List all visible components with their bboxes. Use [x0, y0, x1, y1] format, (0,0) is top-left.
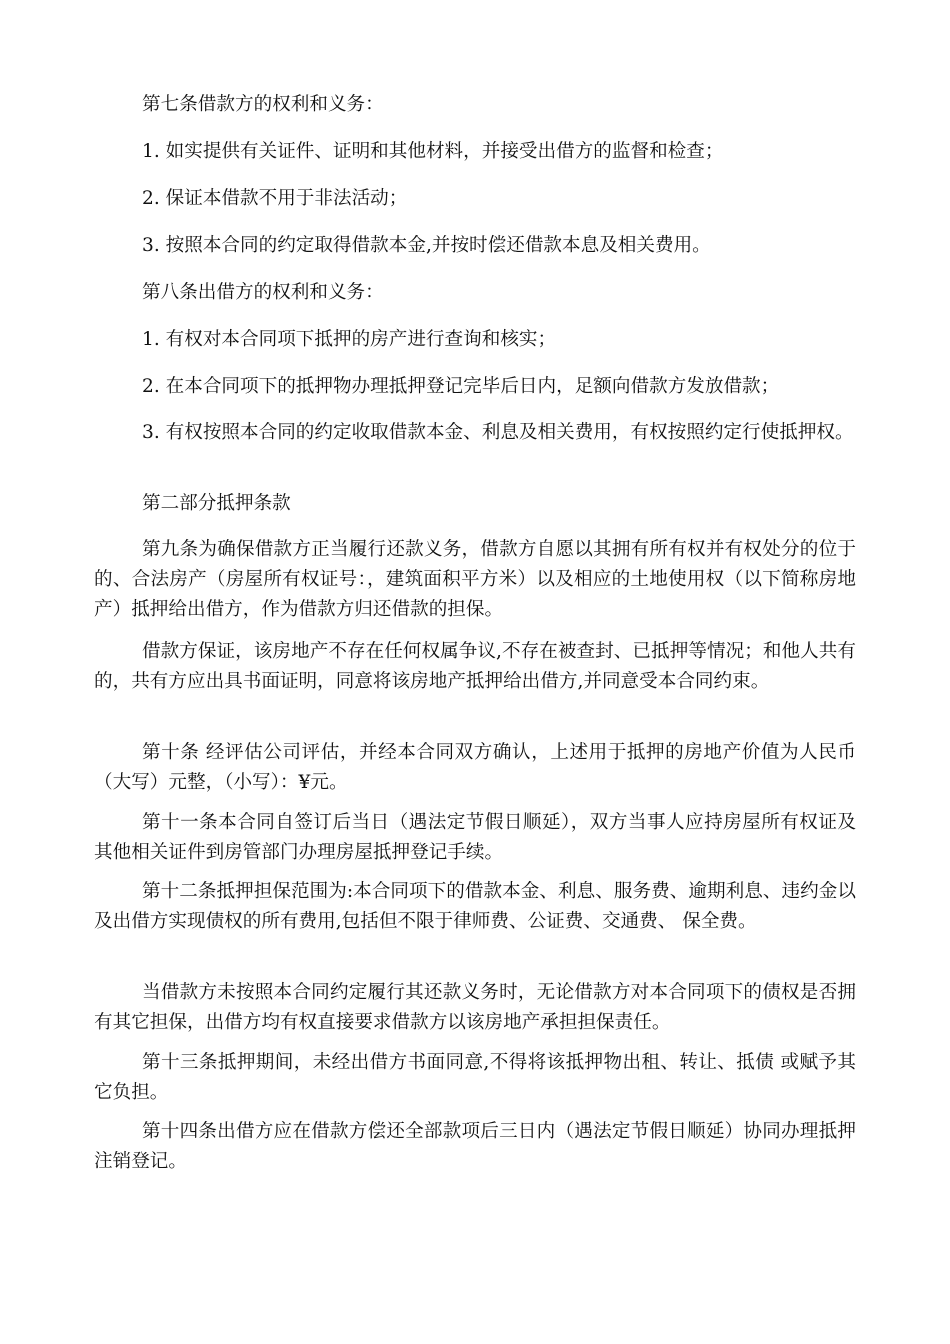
part-2-heading: 第二部分抵押条款 — [142, 493, 291, 514]
article-7-heading: 第七条借款方的权利和义务： — [142, 94, 384, 115]
article-9: 第九条为确保借款方正当履行还款义务，借款方自愿以其拥有所有权并有权处分的位于的、合法房产（房屋所有权证号：，建筑面积平方米）以及相应的土地使用权（以下简称房地产）抵押给出借方，作为借款方归还借款的担保。 — [94, 539, 856, 620]
article-7-item-2: 2. 保证本借款不用于非法活动； — [142, 188, 408, 209]
article-11: 第十一条本合同自签订后当日（遇法定节假日顺延），双方当事人应持房屋所有权证及其他相关证件到房管部门办理房屋抵押登记手续。 — [94, 812, 856, 863]
article-12: 第十二条抵押担保范围为:本合同项下的借款本金、利息、服务费、逾期利息、违约金以及出借方实现债权的所有费用,包括但不限于律师费、公证费、交通费、 保全费。 — [94, 881, 856, 932]
article-8-item-2: 2. 在本合同项下的抵押物办理抵押登记完毕后日内，足额向借款方发放借款； — [142, 376, 780, 397]
article-7-item-1: 1. 如实提供有关证件、证明和其他材料，并接受出借方的监督和检查； — [142, 141, 724, 162]
borrower-guarantee: 借款方保证，该房地产不存在任何权属争议,不存在被查封、已抵押等情况；和他人共有的，共有方应出具书面证明，同意将该房地产抵押给出借方,并同意受本合同约束。 — [94, 641, 856, 692]
article-7-item-3: 3. 按照本合同的约定取得借款本金,并按时偿还借款本息及相关费用。 — [142, 235, 711, 256]
article-10: 第十条 经评估公司评估，并经本合同双方确认，上述用于抵押的房地产价值为人民币（大写）元整，（小写）：¥元。 — [94, 742, 856, 793]
article-8-item-3: 3. 有权按照本合同的约定收取借款本金、利息及相关费用，有权按照约定行使抵押权。 — [142, 422, 854, 443]
article-8-item-1: 1. 有权对本合同项下抵押的房产进行查询和核实； — [142, 329, 557, 350]
article-8-heading: 第八条出借方的权利和义务： — [142, 282, 384, 303]
article-13: 第十三条抵押期间，未经出借方书面同意,不得将该抵押物出租、转让、抵债 或赋予其它负担。 — [94, 1052, 856, 1103]
default-guarantee-clause: 当借款方未按照本合同约定履行其还款义务时，无论借款方对本合同项下的债权是否拥有其它担保，出借方均有权直接要求借款方以该房地产承担担保责任。 — [94, 982, 856, 1033]
article-14: 第十四条出借方应在借款方偿还全部款项后三日内（遇法定节假日顺延）协同办理抵押注销登记。 — [94, 1121, 856, 1172]
